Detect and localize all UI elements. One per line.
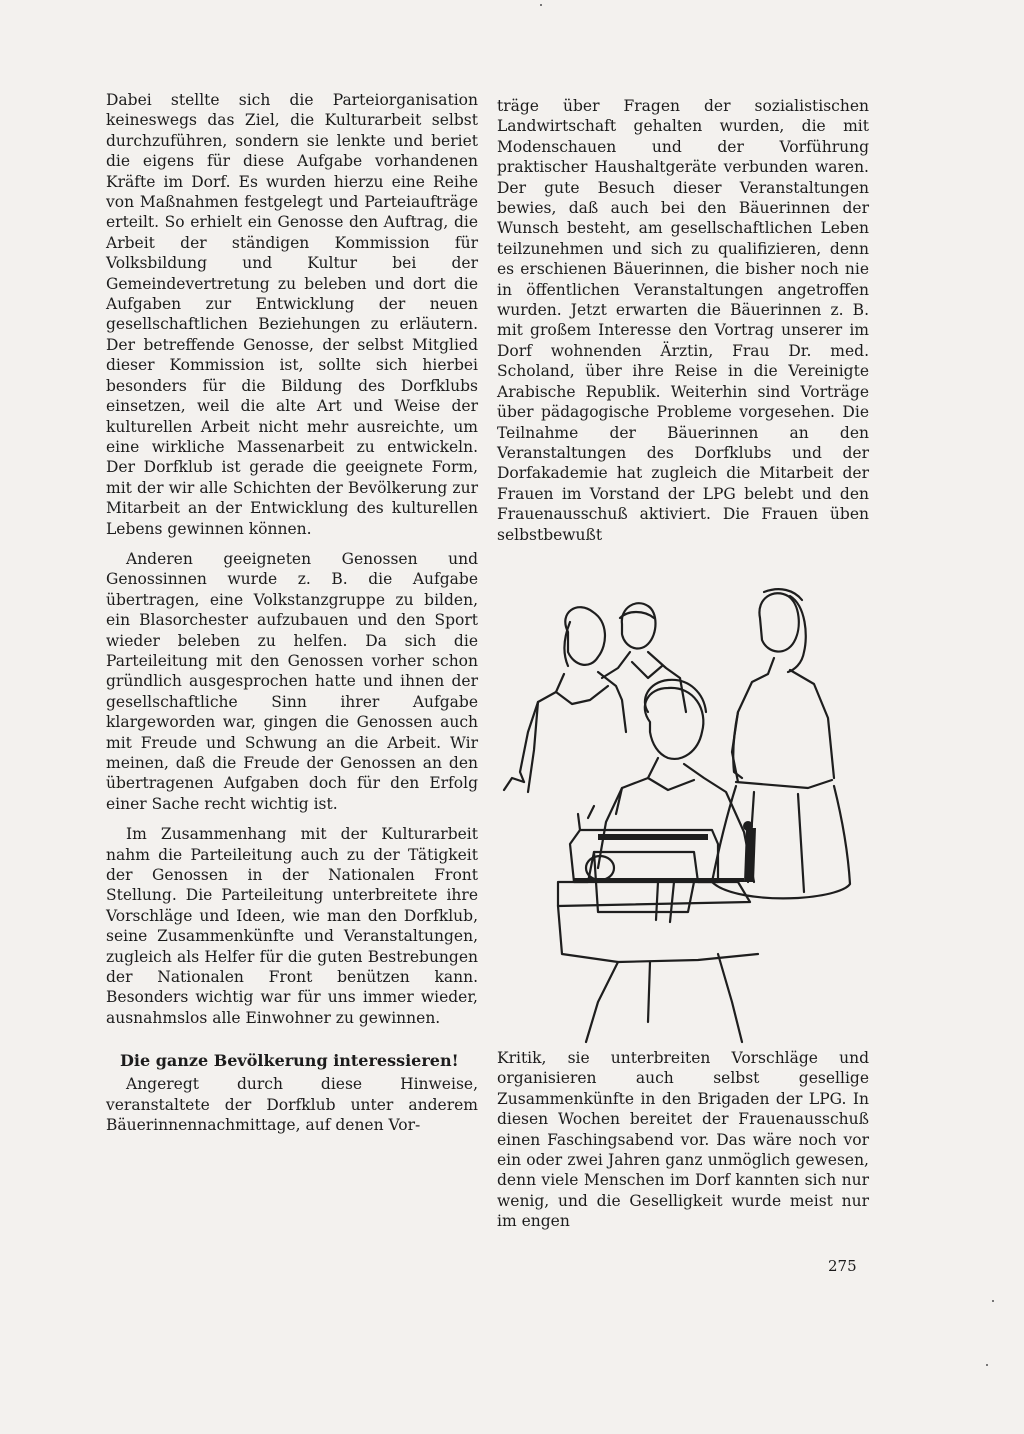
paragraph-4: Angeregt durch diese Hinweise, veranstaltete der Dorfklub unter anderem Bäuerinnennachmittage, auf denen Vor-	[106, 1075, 478, 1135]
scan-speck	[986, 1364, 988, 1366]
paragraph-2: Anderen geeigneten Genossen und Genossinnen wurde z. B. die Aufgabe übertragen, eine Volkstanzgruppe zu bilden, ein Blasorchester aufzubauen und den Sport wieder beleben zu helfen. Da sich die Parteileitung mit den Genossen vorher schon gründlich ausgesprochen hatte und ihnen der gesellschaftliche Sinn ihrer Aufgabe klargeworden war, gingen die Genossen auch mit Freude und Schwung an die Arbeit. Wir meinen, daß die Freude der Genossen an den übertragenen Aufgaben doch für den Erfolg einer Sache recht wichtig ist.	[106, 549, 478, 813]
scan-speck	[992, 1300, 994, 1302]
right-paragraph-top: träge über Fragen der sozialistischen Landwirtschaft gehalten wurden, die mit Modenschauen und der Vorführung praktischer Haushaltgeräte verbunden waren. Der gute Besuch dieser Veranstaltungen bewies, daß auch bei den Bäuerinnen der Wunsch besteht, am gesellschaftlichen Leben teilzunehmen und sich zu qualifizieren, denn es erschienen Bäuerinnen, die bisher noch nie in öffentlichen Veranstaltungen angetroffen wurden. Jetzt erwarten die Bäuerinnen z. B. mit großem Interesse den Vortrag unserer im Dorf wohnenden Ärztin, Frau Dr. med. Scholand, über ihre Reise in die Vereinigte Arabische Republik. Weiterhin sind Vorträge über pädagogische Probleme vorgesehen. Die Teilnahme der Bäuerinnen an den Veranstaltungen des Dorfklubs und der Dorfakademie hat zugleich die Mitarbeit der Frauen im Vorstand der LPG belebt und den Frauenausschuß aktiviert. Die Frauen üben selbstbewußt	[497, 97, 869, 544]
scan-speck	[540, 4, 542, 6]
section-heading: Die ganze Bevölkerung interessieren!	[120, 1051, 459, 1071]
page-number: 275	[828, 1257, 857, 1275]
left-column	[106, 90, 478, 1136]
sewing-illustration	[498, 582, 886, 1044]
right-column-top	[497, 96, 869, 545]
right-column-bottom	[497, 1048, 869, 1232]
right-paragraph-bottom: Kritik, sie unterbreiten Vorschläge und organisieren auch selbst gesellige Zusammenkünfte in den Brigaden der LPG. In diesen Wochen bereitet der Frauenausschuß einen Faschingsabend vor. Das wäre noch vor ein oder zwei Jahren ganz unmöglich gewesen, denn viele Menschen im Dorf kannten sich nur wenig, und die Geselligkeit wurde meist nur im engen	[497, 1049, 869, 1231]
paragraph-1: Dabei stellte sich die Parteiorganisation keineswegs das Ziel, die Kulturarbeit selbst durchzuführen, sondern sie lenkte und beriet die eigens für diese Aufgabe vorhandenen Kräfte im Dorf. Es wurden hierzu eine Reihe von Maßnahmen festgelegt und Parteiaufträge erteilt. So erhielt ein Genosse den Auftrag, die Arbeit der ständigen Kommission für Volksbildung und Kultur bei der Gemeindevertretung zu beleben und dort die Aufgaben zur Entwicklung der neuen gesellschaftlichen Beziehungen zu erläutern. Der betreffende Genosse, der selbst Mitglied dieser Kommission ist, sollte sich hierbei besonders für die Bildung des Dorfklubs einsetzen, weil die alte Art und Weise der kulturellen Arbeit nicht mehr ausreichte, um eine wirkliche Massenarbeit zu entwickeln. Der Dorfklub ist gerade die geeignete Form, mit der wir alle Schichten der Bevölkerung zur Mitarbeit an der Entwicklung des kulturellen Lebens gewinnen können.	[106, 91, 478, 538]
paragraph-3: Im Zusammenhang mit der Kulturarbeit nahm die Parteileitung auch zu der Tätigkeit der Genossen in der Nationalen Front Stellung. Die Parteileitung unterbreitete ihre Vorschläge und Ideen, wie man den Dorfklub, seine Zusammenkünfte und Veranstaltungen, zugleich als Helfer für die guten Bestrebungen der Nationalen Front benützen kann. Besonders wichtig war für uns immer wieder, ausnahmslos alle Einwohner zu gewinnen.	[106, 825, 478, 1027]
